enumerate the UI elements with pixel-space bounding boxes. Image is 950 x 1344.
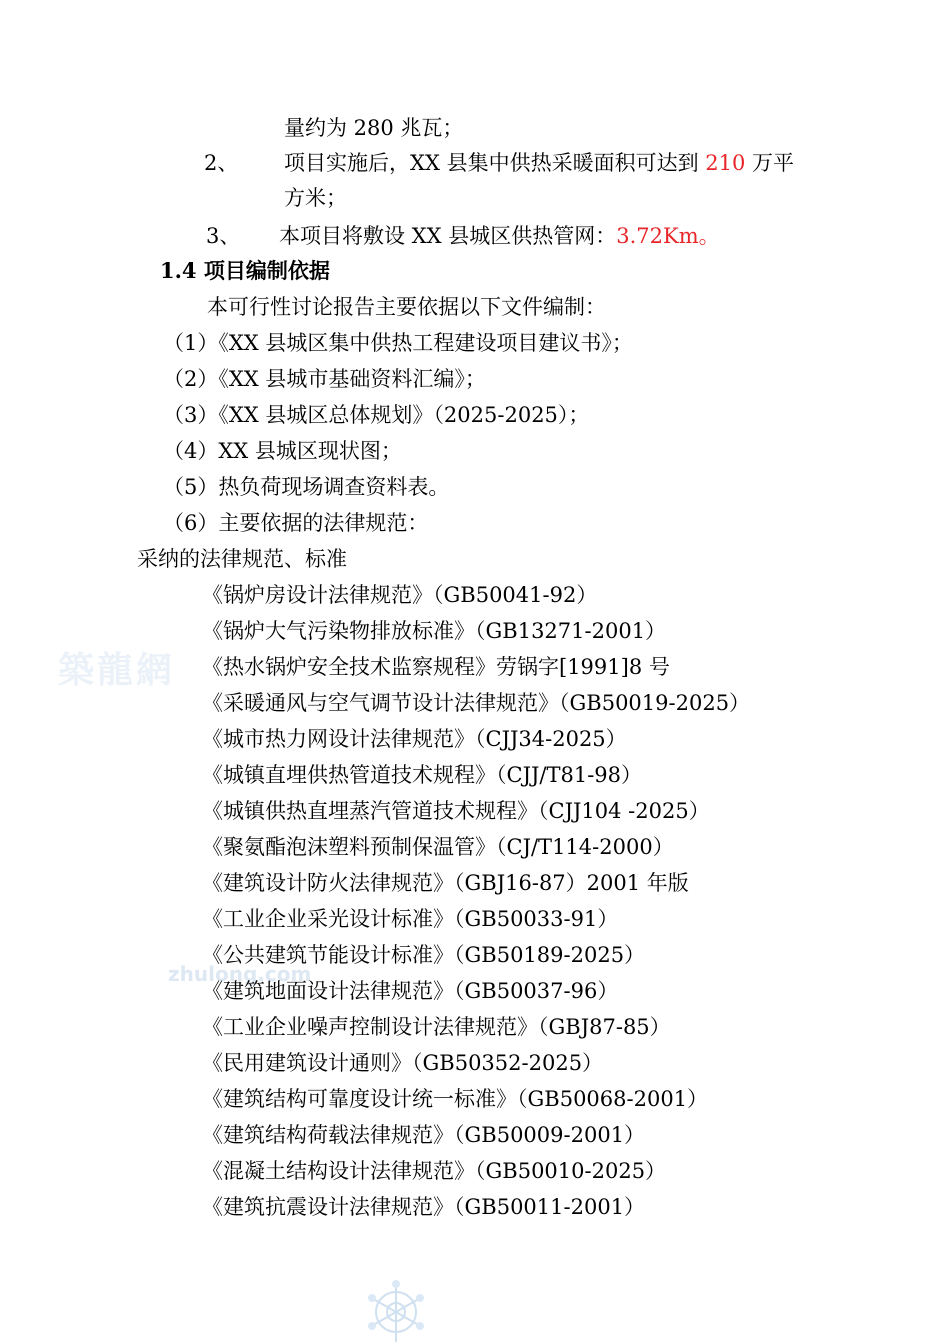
reference-item: （2）《XX 县城市基础资料汇编》； [163, 367, 486, 391]
text-line-continuation: 方米； [284, 186, 347, 210]
standard-item: 《工业企业采光设计标准》（GB50033-91） [202, 907, 619, 931]
list-number-3: 3、 [206, 224, 241, 248]
standard-item: 《建筑结构荷载法律规范》（GB50009-2001） [202, 1123, 646, 1147]
text-segment: 项目实施后，XX 县集中供热采暖面积可达到 [284, 151, 706, 175]
text-line-capacity: 量约为 280 兆瓦； [284, 116, 464, 140]
watermark-text-en: zhulong.com [168, 962, 312, 986]
watermark-text-cn: 築龍網 [58, 650, 176, 691]
intro-paragraph: 本可行性讨论报告主要依据以下文件编制： [207, 295, 606, 319]
snowflake-icon [358, 1272, 434, 1344]
standard-item: 《城镇供热直埋蒸汽管道技术规程》（CJJ104 -2025） [202, 799, 710, 823]
text-line-heating-area [284, 148, 794, 178]
standard-item: 《锅炉房设计法律规范》（GB50041-92） [202, 583, 598, 607]
highlight-value-area: 210 [705, 151, 746, 175]
standard-item: 《采暖通风与空气调节设计法律规范》（GB50019-2025） [202, 691, 751, 715]
section-heading: 1.4 项目编制依据 [160, 258, 330, 283]
reference-item: （1）《XX 县城区集中供热工程建设项目建议书》； [163, 331, 633, 355]
standard-item: 《建筑设计防火法律规范》（GBJ16-87）2001 年版 [202, 871, 689, 895]
list-number-2: 2、 [204, 151, 239, 175]
standard-item: 《锅炉大气污染物排放标准》（GB13271-2001） [202, 619, 667, 643]
standard-item: 《混凝土结构设计法律规范》（GB50010-2025） [202, 1159, 667, 1183]
standard-item: 《建筑结构可靠度设计统一标准》（GB50068-2001） [202, 1087, 709, 1111]
standard-item: 《城镇直埋供热管道技术规程》（CJJ/T81-98） [202, 763, 643, 787]
reference-item: （6）主要依据的法律规范： [163, 511, 429, 535]
standard-item: 《建筑抗震设计法律规范》（GB50011-2001） [202, 1195, 646, 1219]
reference-item: （5）热负荷现场调查资料表。 [163, 475, 450, 499]
text-segment: 万平 [745, 151, 795, 175]
reference-item: （3）《XX 县城区总体规划》（2025-2025）； [163, 403, 590, 427]
text-segment: 本项目将敷设 XX 县城区供热管网： [279, 224, 617, 248]
text-line-pipe-network [279, 221, 720, 251]
standards-title: 采纳的法律规范、标准 [137, 547, 347, 571]
standard-item: 《公共建筑节能设计标准》（GB50189-2025） [202, 943, 646, 967]
standard-item: 《工业企业噪声控制设计法律规范》（GBJ87-85） [202, 1015, 671, 1039]
standard-item: 《民用建筑设计通则》（GB50352-2025） [202, 1051, 604, 1075]
standard-item: 《热水锅炉安全技术监察规程》劳锅字[1991]8 号 [202, 655, 670, 679]
standard-item: 《聚氨酯泡沫塑料预制保温管》（CJ/T114-2000） [202, 835, 674, 859]
highlight-value-length: 3.72Km。 [616, 224, 720, 248]
reference-item: （4）XX 县城区现状图； [163, 439, 402, 463]
standard-item: 《城市热力网设计法律规范》（CJJ34-2025） [202, 727, 627, 751]
standard-item: 《建筑地面设计法律规范》（GB50037-96） [202, 979, 619, 1003]
